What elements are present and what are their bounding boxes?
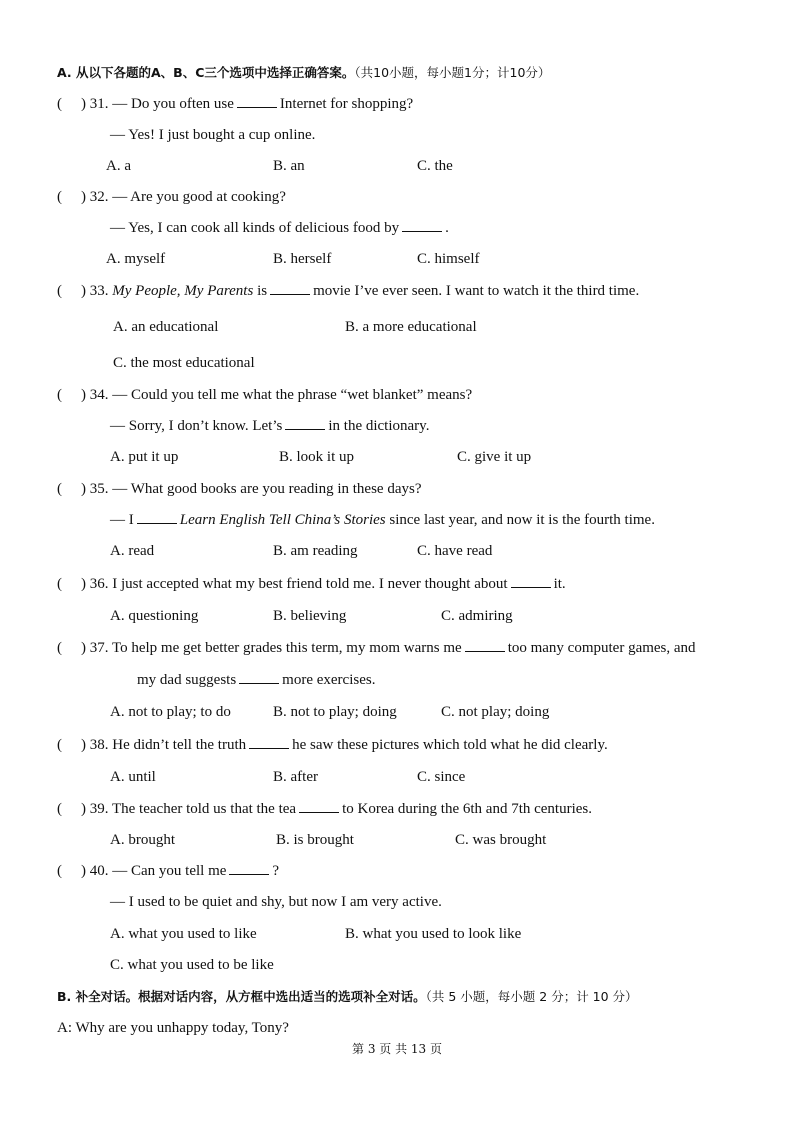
question-text: my dad suggests [137, 672, 237, 688]
answer-blank [237, 95, 277, 108]
answer-blank [137, 511, 177, 524]
question-31-reply: — Yes! I just bought a cup online. [110, 127, 316, 143]
option-c: C. since [417, 769, 466, 785]
question-number: ) 31. [81, 96, 109, 112]
answer-paren[interactable]: ( [57, 640, 62, 656]
question-text: to Korea during the 6th and 7th centuries. [342, 801, 593, 817]
section-b-header [57, 988, 638, 1006]
option-b: B. am reading [273, 543, 358, 559]
dialogue-line: A: Why are you unhappy today, Tony? [57, 1020, 289, 1036]
question-text: — Yes, I can cook all kinds of delicious food by [110, 220, 400, 236]
question-text: — Can you tell me [112, 863, 227, 879]
answer-paren[interactable]: ( [57, 189, 62, 205]
option-a: A. a [106, 158, 131, 174]
section-b-title: B. 补全对话。根据对话内容，从方框中选出适当的选项补全对话。 [57, 989, 426, 1004]
option-a: A. until [110, 769, 156, 785]
question-40 [57, 862, 279, 880]
question-number: ) 40. [81, 863, 109, 879]
answer-blank [249, 736, 289, 749]
question-34-reply [110, 417, 429, 435]
option-b: B. herself [273, 251, 332, 267]
question-text: ? [272, 863, 280, 879]
option-a: A. an educational [113, 319, 219, 335]
option-b: B. is brought [276, 832, 354, 848]
section-a-note: （共10小题，每小题1分；计10分） [354, 65, 551, 80]
question-32-reply [110, 219, 449, 237]
question-text: — Are you good at cooking? [112, 189, 286, 205]
option-a: A. put it up [110, 449, 179, 465]
question-text: To help me get better grades this term, my mom warns me [111, 640, 462, 656]
option-a: A. not to play; to do [110, 704, 231, 720]
option-b: B. not to play; doing [273, 704, 397, 720]
option-b: B. believing [273, 608, 347, 624]
answer-blank [402, 219, 442, 232]
option-c: C. admiring [441, 608, 513, 624]
section-b-note: （共 5 小题，每小题 2 分；计 10 分） [425, 989, 638, 1004]
option-c: C. what you used to be like [110, 957, 274, 973]
question-31 [57, 95, 413, 113]
question-text: too many computer games, and [507, 640, 696, 656]
page-footer: 第 3 页 共 13 页 [352, 1042, 442, 1056]
question-text: — Sorry, I don’t know. Let’s [110, 418, 283, 434]
question-text: He didn’t tell the truth [112, 737, 247, 753]
answer-paren[interactable]: ( [57, 737, 62, 753]
option-b: B. look it up [279, 449, 355, 465]
option-c: C. himself [417, 251, 480, 267]
question-number: ) 36. [81, 576, 109, 592]
answer-blank [299, 800, 339, 813]
question-37 [57, 639, 696, 657]
question-40-reply: — I used to be quiet and shy, but now I am very active. [110, 894, 442, 910]
answer-paren[interactable]: ( [57, 801, 62, 817]
option-a: A. questioning [110, 608, 199, 624]
question-text: is [257, 283, 268, 299]
question-text: — I [110, 512, 134, 528]
answer-blank [511, 575, 551, 588]
section-a-title: A. 从以下各题的A、B、C三个选项中选择正确答案。 [57, 65, 355, 80]
question-text: . [445, 220, 449, 236]
question-36 [57, 575, 566, 593]
question-text: since last year, and now it is the fourth time. [389, 512, 655, 528]
question-number: ) 34. [81, 387, 109, 403]
book-title: Learn English Tell China’s Stories [179, 512, 386, 528]
option-c: C. give it up [457, 449, 532, 465]
question-34 [57, 386, 472, 404]
question-35 [57, 480, 421, 498]
question-text: movie I’ve ever seen. I want to watch it the third time. [313, 283, 640, 299]
question-number: ) 33. [81, 283, 109, 299]
question-number: ) 35. [81, 481, 109, 497]
option-b: B. an [273, 158, 305, 174]
question-text: in the dictionary. [328, 418, 430, 434]
question-37-line2 [137, 671, 375, 689]
option-c: C. not play; doing [441, 704, 550, 720]
question-text: Internet for shopping? [279, 96, 414, 112]
question-text: — What good books are you reading in these days? [112, 481, 422, 497]
option-c: C. have read [417, 543, 493, 559]
question-text: he saw these pictures which told what he did clearly. [292, 737, 608, 753]
question-35-reply [110, 511, 655, 529]
question-number: ) 38. [81, 737, 109, 753]
answer-paren[interactable]: ( [57, 96, 62, 112]
question-text: — Could you tell me what the phrase “wet blanket” means? [112, 387, 473, 403]
question-number: ) 39. [81, 801, 109, 817]
answer-paren[interactable]: ( [57, 283, 62, 299]
option-b: B. a more educational [345, 319, 477, 335]
film-title: My People, My Parents [112, 283, 254, 299]
answer-paren[interactable]: ( [57, 576, 62, 592]
question-text: I just accepted what my best friend told me. I never thought about [112, 576, 508, 592]
answer-blank [465, 639, 505, 652]
question-number: ) 37. [81, 640, 109, 656]
question-text: The teacher told us that the tea [111, 801, 297, 817]
question-32 [57, 188, 286, 206]
question-text: — Do you often use [112, 96, 234, 112]
answer-blank [270, 282, 310, 295]
answer-blank [229, 862, 269, 875]
question-33 [57, 282, 639, 300]
option-c: C. the [417, 158, 453, 174]
option-a: A. read [110, 543, 155, 559]
option-b: B. what you used to look like [345, 926, 522, 942]
answer-paren[interactable]: ( [57, 863, 62, 879]
option-b: B. after [273, 769, 318, 785]
option-a: A. myself [106, 251, 166, 267]
section-a-header [57, 64, 550, 82]
answer-blank [239, 671, 279, 684]
option-a: A. brought [110, 832, 175, 848]
question-38 [57, 736, 608, 754]
answer-paren[interactable]: ( [57, 387, 62, 403]
question-number: ) 32. [81, 189, 109, 205]
answer-paren[interactable]: ( [57, 481, 62, 497]
answer-blank [285, 417, 325, 430]
question-39 [57, 800, 592, 818]
question-text: more exercises. [282, 672, 376, 688]
option-c: C. was brought [455, 832, 547, 848]
option-a: A. what you used to like [110, 926, 257, 942]
option-c: C. the most educational [113, 355, 255, 371]
question-text: it. [553, 576, 566, 592]
